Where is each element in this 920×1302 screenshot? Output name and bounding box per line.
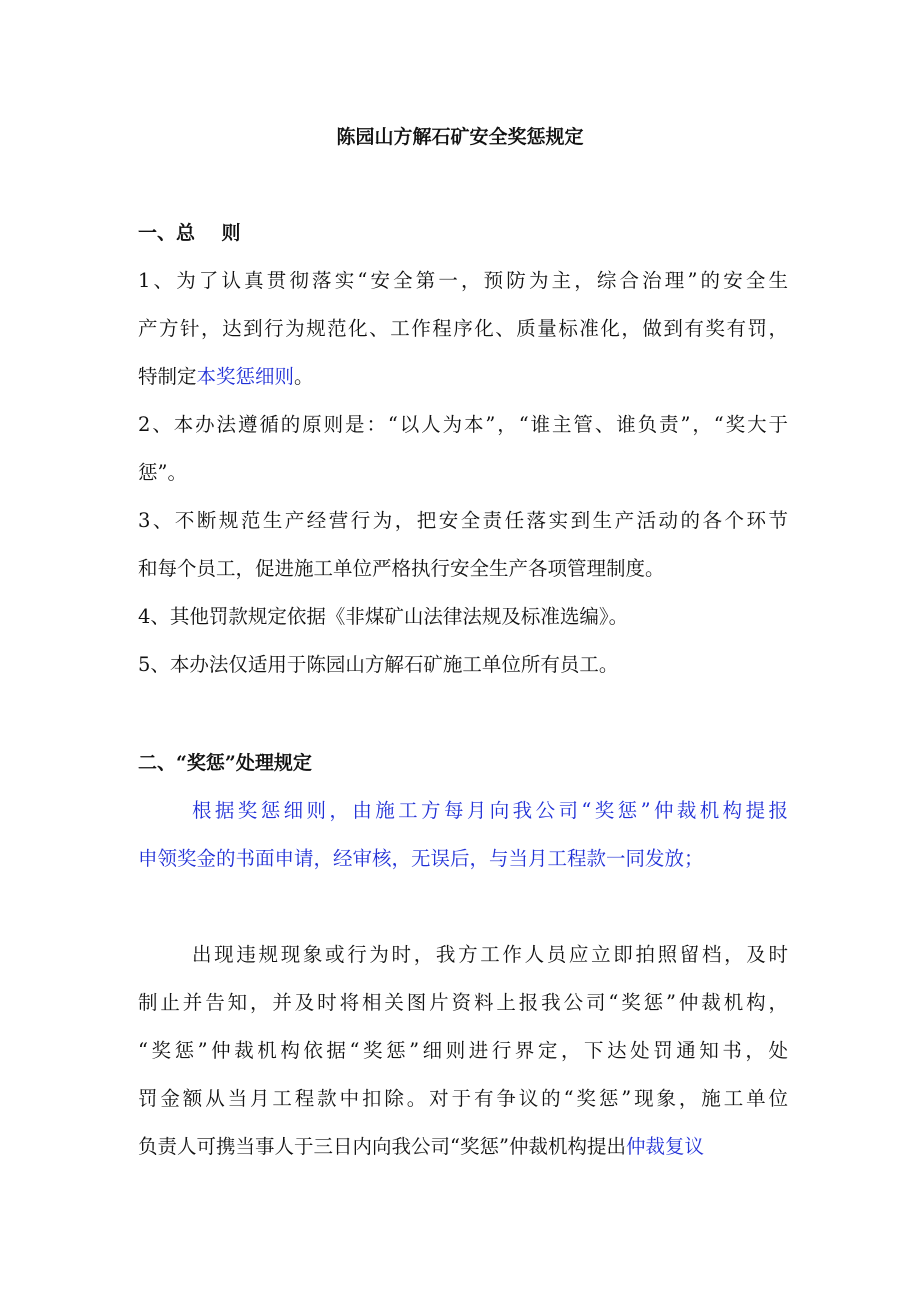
section-2-heading: 二、“奖惩”处理规定 [138, 752, 312, 774]
section-2-para-1-line-1: 根据奖惩细则，由施工方每月向我公司“奖惩”仲裁机构提报 [192, 799, 788, 822]
section-1-item-2-line-2: 惩”。 [138, 461, 187, 484]
section-2-para-2-line-1: 出现违规现象或行为时，我方工作人员应立即拍照留档，及时 [192, 943, 788, 966]
section-1-item-1-line-3 [138, 362, 788, 392]
section-2-para-1-line-2: 申领奖金的书面申请，经审核，无误后，与当月工程款一同发放； [138, 847, 704, 870]
document-title: 陈园山方解石矿安全奖惩规定 [336, 126, 584, 148]
section-1-item-4: 4、其他罚款规定依据《非煤矿山法律法规及标准选编》。 [138, 605, 629, 628]
section-1-item-3-line-1: 3、不断规范生产经营行为，把安全责任落实到生产活动的各个环节 [138, 509, 788, 532]
section-1-item-5: 5、本办法仅适用于陈园山方解石矿施工单位所有员工。 [138, 653, 619, 676]
section-1-heading [138, 218, 240, 248]
section-2-para-2-line-5 [138, 1132, 788, 1162]
para-2-line-5-prefix: 负责人可携当事人于三日内向我公司“奖惩”仲裁机构提出 [138, 1135, 626, 1158]
section-1-item-2-line-1: 2、本办法遵循的原则是：“以人为本”，“谁主管、谁负责”，“奖大于 [138, 413, 788, 436]
section-1-item-1-line-1: 1、为了认真贯彻落实“安全第一，预防为主，综合治理”的安全生 [138, 269, 788, 292]
item-1-line-3-prefix: 特制定 [138, 365, 197, 388]
section-2-para-2-line-4: 罚金额从当月工程款中扣除。对于有争议的“奖惩”现象，施工单位 [138, 1087, 788, 1110]
reward-rules-link[interactable]: 本奖惩细则 [196, 365, 295, 388]
section-2-para-2-line-2: 制止并告知，并及时将相关图片资料上报我公司“奖惩”仲裁机构， [138, 991, 788, 1014]
section-1-item-1-line-2: 产方针，达到行为规范化、工作程序化、质量标准化，做到有奖有罚， [138, 317, 788, 340]
section-2-para-2-line-3: “奖惩”仲裁机构依据“奖惩”细则进行界定，下达处罚通知书，处 [138, 1039, 788, 1062]
section-1-item-3-line-2: 和每个员工，促进施工单位严格执行安全生产各项管理制度。 [138, 557, 665, 580]
item-1-line-3-suffix: 。 [294, 365, 314, 388]
section-1-heading-text: 一、总 则 [138, 222, 241, 244]
arbitration-review-link[interactable]: 仲裁复议 [625, 1135, 704, 1158]
